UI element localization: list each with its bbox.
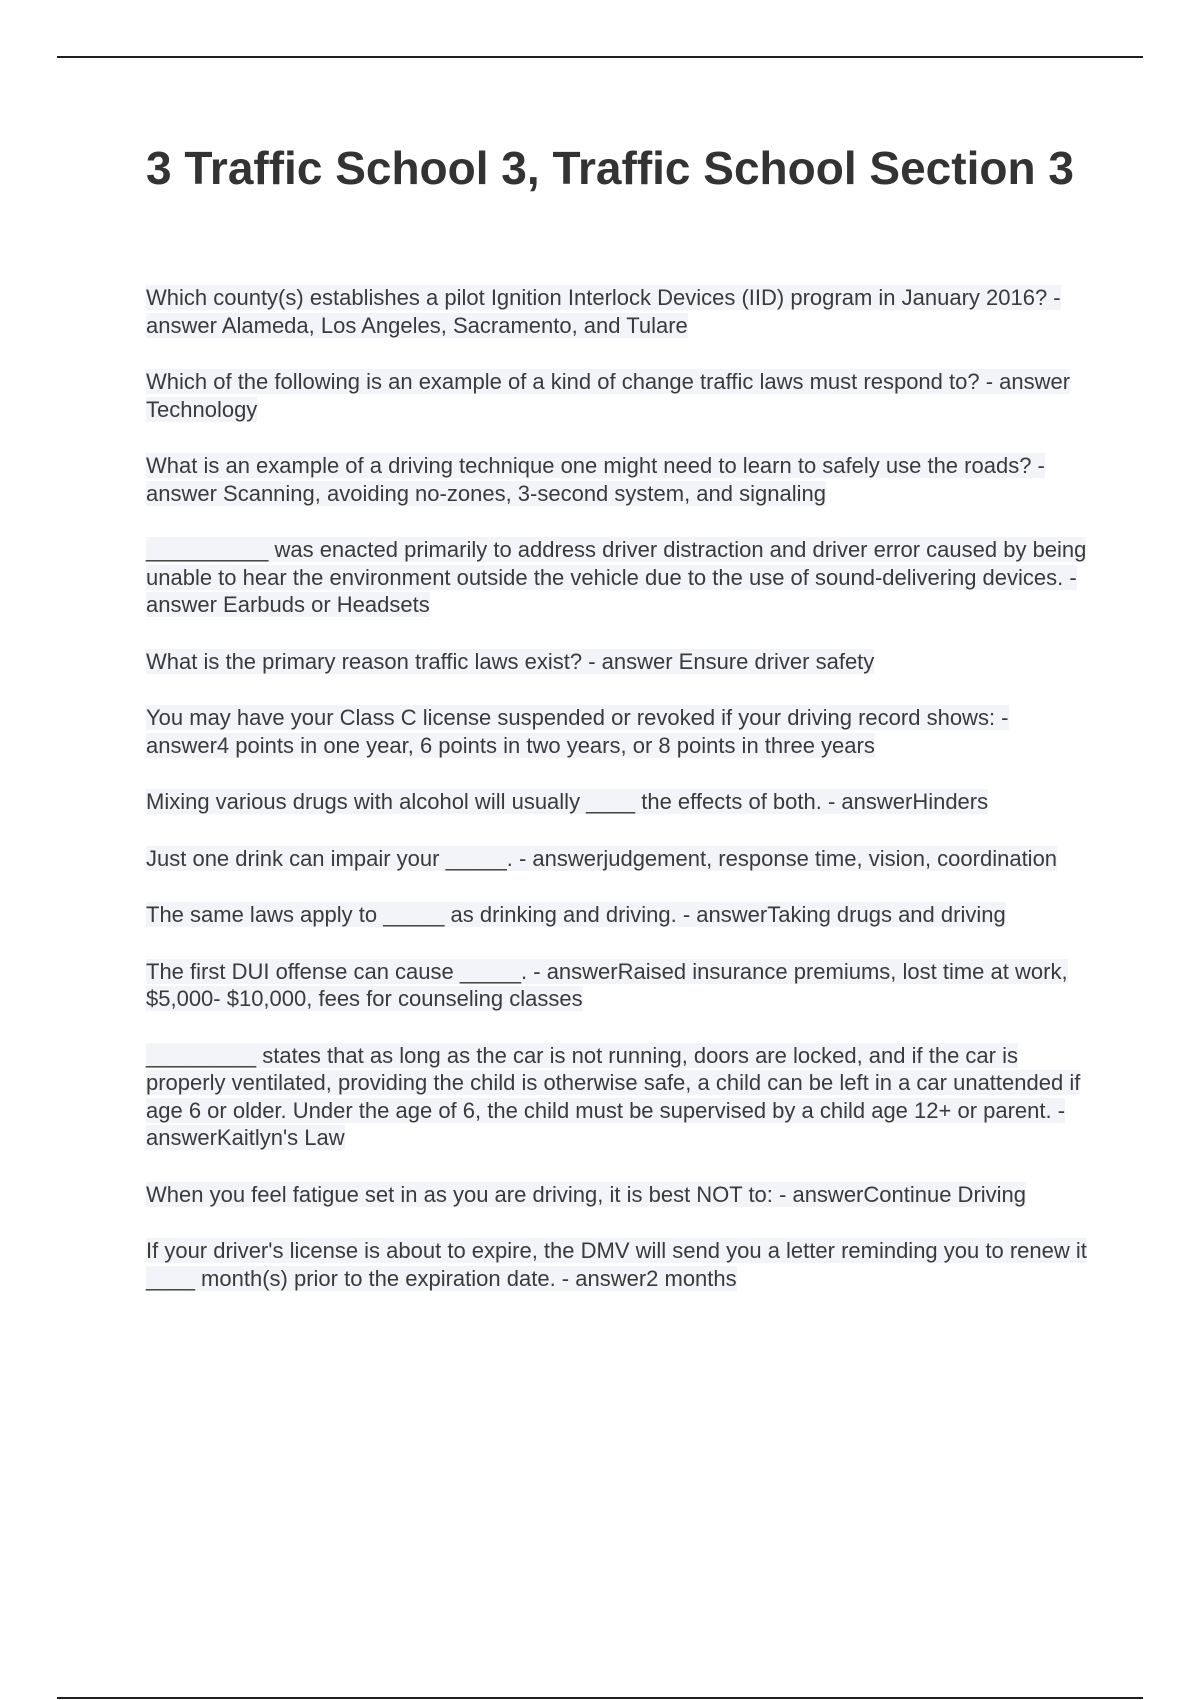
qa-text: _________ states that as long as the car is not running, doors are locked, and if the car is properly ventilated, providing the child is otherwise safe, a child can be left in a car unattended if age 6 or older. Under the age of 6, the child must be supervised by a child age 12+ or parent. - answerKaitlyn's Law (146, 1042, 1081, 1150)
qa-item (146, 704, 1094, 759)
qa-text: What is an example of a driving technique one might need to learn to safely use the roads? - answer Scanning, avoiding no-zones, 3-second system, and signaling (146, 453, 1045, 506)
qa-text: Just one drink can impair your _____. - answerjudgement, response time, vision, coordination (146, 845, 1058, 871)
qa-item (146, 452, 1094, 507)
document-title: 3 Traffic School 3, Traffic School Section 3 (146, 142, 1074, 194)
qa-text: You may have your Class C license suspended or revoked if your driving record shows: - answer4 points in one year, 6 points in two years, or 8 points in three years (146, 705, 1009, 758)
top-rule (57, 56, 1143, 58)
qa-list (146, 284, 1094, 1292)
qa-text: The first DUI offense can cause _____. - answerRaised insurance premiums, lost time at work, $5,000- $10,000, fees for counseling classes (146, 958, 1068, 1011)
document-body (146, 140, 1094, 1321)
qa-item (146, 648, 1094, 676)
qa-text: When you feel fatigue set in as you are driving, it is best NOT to: - answerContinue Driving (146, 1181, 1027, 1207)
bottom-rule (57, 1697, 1143, 1699)
qa-text: __________ was enacted primarily to address driver distraction and driver error caused by being unable to hear the environment outside the vehicle due to the use of sound-delivering devices. - answer Earbuds or Headsets (146, 537, 1087, 617)
qa-item (146, 1042, 1094, 1152)
qa-item (146, 958, 1094, 1013)
qa-item (146, 284, 1094, 339)
qa-item (146, 1181, 1094, 1209)
qa-text: Which county(s) establishes a pilot Ignition Interlock Devices (IID) program in January 2016? - answer Alameda, Los Angeles, Sacramento, and Tulare (146, 285, 1061, 338)
qa-item (146, 901, 1094, 929)
qa-item (146, 536, 1094, 619)
qa-text: The same laws apply to _____ as drinking and driving. - answerTaking drugs and driving (146, 902, 1006, 927)
qa-text: Mixing various drugs with alcohol will usually ____ the effects of both. - answerHinders (146, 789, 989, 814)
qa-item (146, 1237, 1094, 1292)
qa-item (146, 788, 1094, 816)
qa-text: If your driver's license is about to expire, the DMV will send you a letter reminding you to renew it ____ month(s) prior to the expiration date. - answer2 months (146, 1238, 1087, 1291)
qa-item (146, 368, 1094, 423)
qa-text: What is the primary reason traffic laws exist? - answer Ensure driver safety (146, 648, 875, 674)
qa-text: Which of the following is an example of a kind of change traffic laws must respond to? - answer Technology (146, 369, 1071, 422)
qa-item (146, 845, 1094, 873)
